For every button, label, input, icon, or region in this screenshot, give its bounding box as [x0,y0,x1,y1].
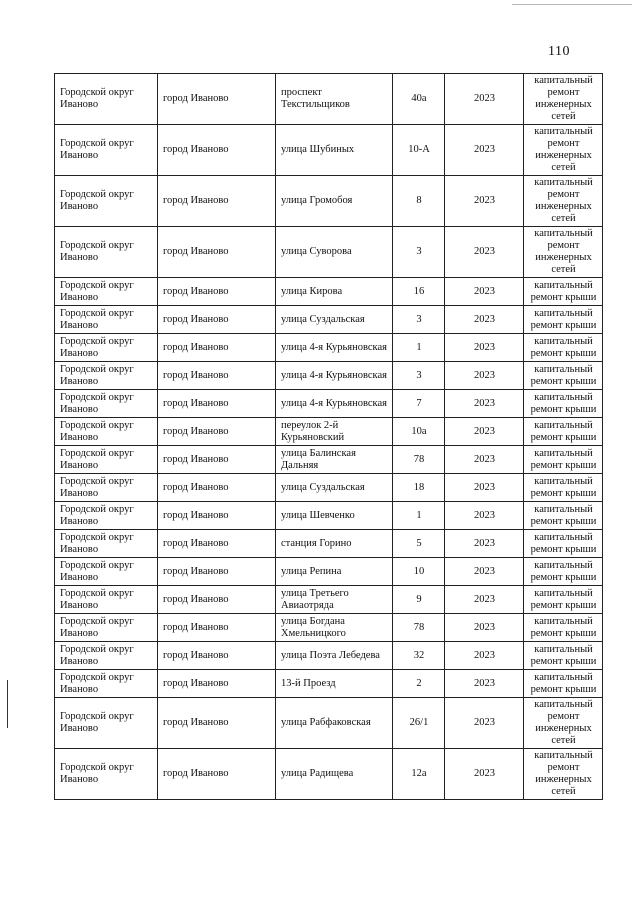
city-cell: город Иваново [158,749,276,800]
street-cell: улица Поэта Лебедева [276,642,393,670]
table-row [55,474,603,502]
work-type-cell: капитальный ремонт инженерных сетей [524,698,603,749]
house-cell: 18 [393,474,445,502]
city-cell: город Иваново [158,74,276,125]
house-cell: 78 [393,614,445,642]
margin-mark [7,680,8,728]
work-type-cell: капитальный ремонт инженерных сетей [524,125,603,176]
table-row [55,530,603,558]
street-cell: улица Третьего Авиаотряда [276,586,393,614]
district-cell: Городской округ Иваново [55,642,158,670]
year-cell: 2023 [445,698,524,749]
street-cell: улица Шевченко [276,502,393,530]
district-cell: Городской округ Иваново [55,74,158,125]
street-cell: улица Суздальская [276,306,393,334]
year-cell: 2023 [445,362,524,390]
house-cell: 1 [393,334,445,362]
table-row [55,586,603,614]
district-cell: Городской округ Иваново [55,362,158,390]
city-cell: город Иваново [158,418,276,446]
table-row [55,446,603,474]
work-type-cell: капитальный ремонт крыши [524,502,603,530]
year-cell: 2023 [445,334,524,362]
table-row [55,390,603,418]
district-cell: Городской округ Иваново [55,176,158,227]
table-row [55,227,603,278]
work-type-cell: капитальный ремонт крыши [524,530,603,558]
city-cell: город Иваново [158,614,276,642]
table-row [55,278,603,306]
city-cell: город Иваново [158,278,276,306]
house-cell: 3 [393,227,445,278]
house-cell: 10 [393,558,445,586]
city-cell: город Иваново [158,474,276,502]
table-row [55,334,603,362]
district-cell: Городской округ Иваново [55,418,158,446]
work-type-cell: капитальный ремонт крыши [524,446,603,474]
house-cell: 2 [393,670,445,698]
year-cell: 2023 [445,749,524,800]
work-type-cell: капитальный ремонт крыши [524,418,603,446]
district-cell: Городской округ Иваново [55,670,158,698]
year-cell: 2023 [445,418,524,446]
house-cell: 8 [393,176,445,227]
district-cell: Городской округ Иваново [55,446,158,474]
work-type-cell: капитальный ремонт крыши [524,390,603,418]
year-cell: 2023 [445,586,524,614]
district-cell: Городской округ Иваново [55,227,158,278]
street-cell: улица Громобоя [276,176,393,227]
city-cell: город Иваново [158,642,276,670]
year-cell: 2023 [445,390,524,418]
district-cell: Городской округ Иваново [55,390,158,418]
year-cell: 2023 [445,614,524,642]
top-edge-rule [512,4,632,5]
house-cell: 3 [393,306,445,334]
district-cell: Городской округ Иваново [55,278,158,306]
city-cell: город Иваново [158,362,276,390]
table-row [55,418,603,446]
year-cell: 2023 [445,125,524,176]
district-cell: Городской округ Иваново [55,698,158,749]
street-cell: улица Рабфаковская [276,698,393,749]
district-cell: Городской округ Иваново [55,502,158,530]
year-cell: 2023 [445,502,524,530]
street-cell: улица Богдана Хмельницкого [276,614,393,642]
year-cell: 2023 [445,227,524,278]
house-cell: 10-А [393,125,445,176]
house-cell: 78 [393,446,445,474]
city-cell: город Иваново [158,306,276,334]
year-cell: 2023 [445,474,524,502]
work-type-cell: капитальный ремонт крыши [524,306,603,334]
page-number: 110 [548,44,570,59]
street-cell: улица Суздальская [276,474,393,502]
table-row [55,362,603,390]
house-cell: 7 [393,390,445,418]
city-cell: город Иваново [158,176,276,227]
table-row [55,749,603,800]
city-cell: город Иваново [158,502,276,530]
house-cell: 9 [393,586,445,614]
house-cell: 10а [393,418,445,446]
work-type-cell: капитальный ремонт крыши [524,614,603,642]
district-cell: Городской округ Иваново [55,749,158,800]
work-type-cell: капитальный ремонт крыши [524,670,603,698]
city-cell: город Иваново [158,558,276,586]
street-cell: улица Радищева [276,749,393,800]
district-cell: Городской округ Иваново [55,530,158,558]
table-row [55,614,603,642]
year-cell: 2023 [445,530,524,558]
year-cell: 2023 [445,278,524,306]
table-row [55,670,603,698]
work-type-cell: капитальный ремонт инженерных сетей [524,74,603,125]
house-cell: 5 [393,530,445,558]
year-cell: 2023 [445,558,524,586]
year-cell: 2023 [445,74,524,125]
city-cell: город Иваново [158,390,276,418]
city-cell: город Иваново [158,530,276,558]
district-cell: Городской округ Иваново [55,125,158,176]
work-type-cell: капитальный ремонт крыши [524,642,603,670]
house-cell: 32 [393,642,445,670]
year-cell: 2023 [445,446,524,474]
year-cell: 2023 [445,642,524,670]
table-row [55,74,603,125]
house-cell: 26/1 [393,698,445,749]
house-cell: 12а [393,749,445,800]
work-type-cell: капитальный ремонт крыши [524,362,603,390]
house-cell: 1 [393,502,445,530]
work-type-cell: капитальный ремонт крыши [524,586,603,614]
table-row [55,125,603,176]
city-cell: город Иваново [158,586,276,614]
street-cell: станция Горино [276,530,393,558]
city-cell: город Иваново [158,227,276,278]
district-cell: Городской округ Иваново [55,306,158,334]
table-row [55,642,603,670]
table-row [55,176,603,227]
street-cell: улица Балинская Дальняя [276,446,393,474]
city-cell: город Иваново [158,670,276,698]
street-cell: улица Репина [276,558,393,586]
work-type-cell: капитальный ремонт крыши [524,558,603,586]
street-cell: улица Шубиных [276,125,393,176]
work-type-cell: капитальный ремонт инженерных сетей [524,227,603,278]
city-cell: город Иваново [158,125,276,176]
street-cell: улица Кирова [276,278,393,306]
house-cell: 16 [393,278,445,306]
year-cell: 2023 [445,306,524,334]
work-type-cell: капитальный ремонт инженерных сетей [524,749,603,800]
house-cell: 3 [393,362,445,390]
street-cell: переулок 2-й Курьяновский [276,418,393,446]
street-cell: улица 4-я Курьяновская [276,390,393,418]
repair-registry-table [54,73,603,800]
work-type-cell: капитальный ремонт крыши [524,334,603,362]
street-cell: 13-й Проезд [276,670,393,698]
year-cell: 2023 [445,176,524,227]
work-type-cell: капитальный ремонт крыши [524,278,603,306]
street-cell: проспект Текстильщиков [276,74,393,125]
table-row [55,502,603,530]
district-cell: Городской округ Иваново [55,474,158,502]
district-cell: Городской округ Иваново [55,334,158,362]
street-cell: улица Суворова [276,227,393,278]
city-cell: город Иваново [158,334,276,362]
work-type-cell: капитальный ремонт крыши [524,474,603,502]
district-cell: Городской округ Иваново [55,586,158,614]
table-row [55,698,603,749]
city-cell: город Иваново [158,698,276,749]
street-cell: улица 4-я Курьяновская [276,334,393,362]
city-cell: город Иваново [158,446,276,474]
district-cell: Городской округ Иваново [55,558,158,586]
street-cell: улица 4-я Курьяновская [276,362,393,390]
table-row [55,558,603,586]
table-row [55,306,603,334]
work-type-cell: капитальный ремонт инженерных сетей [524,176,603,227]
district-cell: Городской округ Иваново [55,614,158,642]
house-cell: 40а [393,74,445,125]
year-cell: 2023 [445,670,524,698]
